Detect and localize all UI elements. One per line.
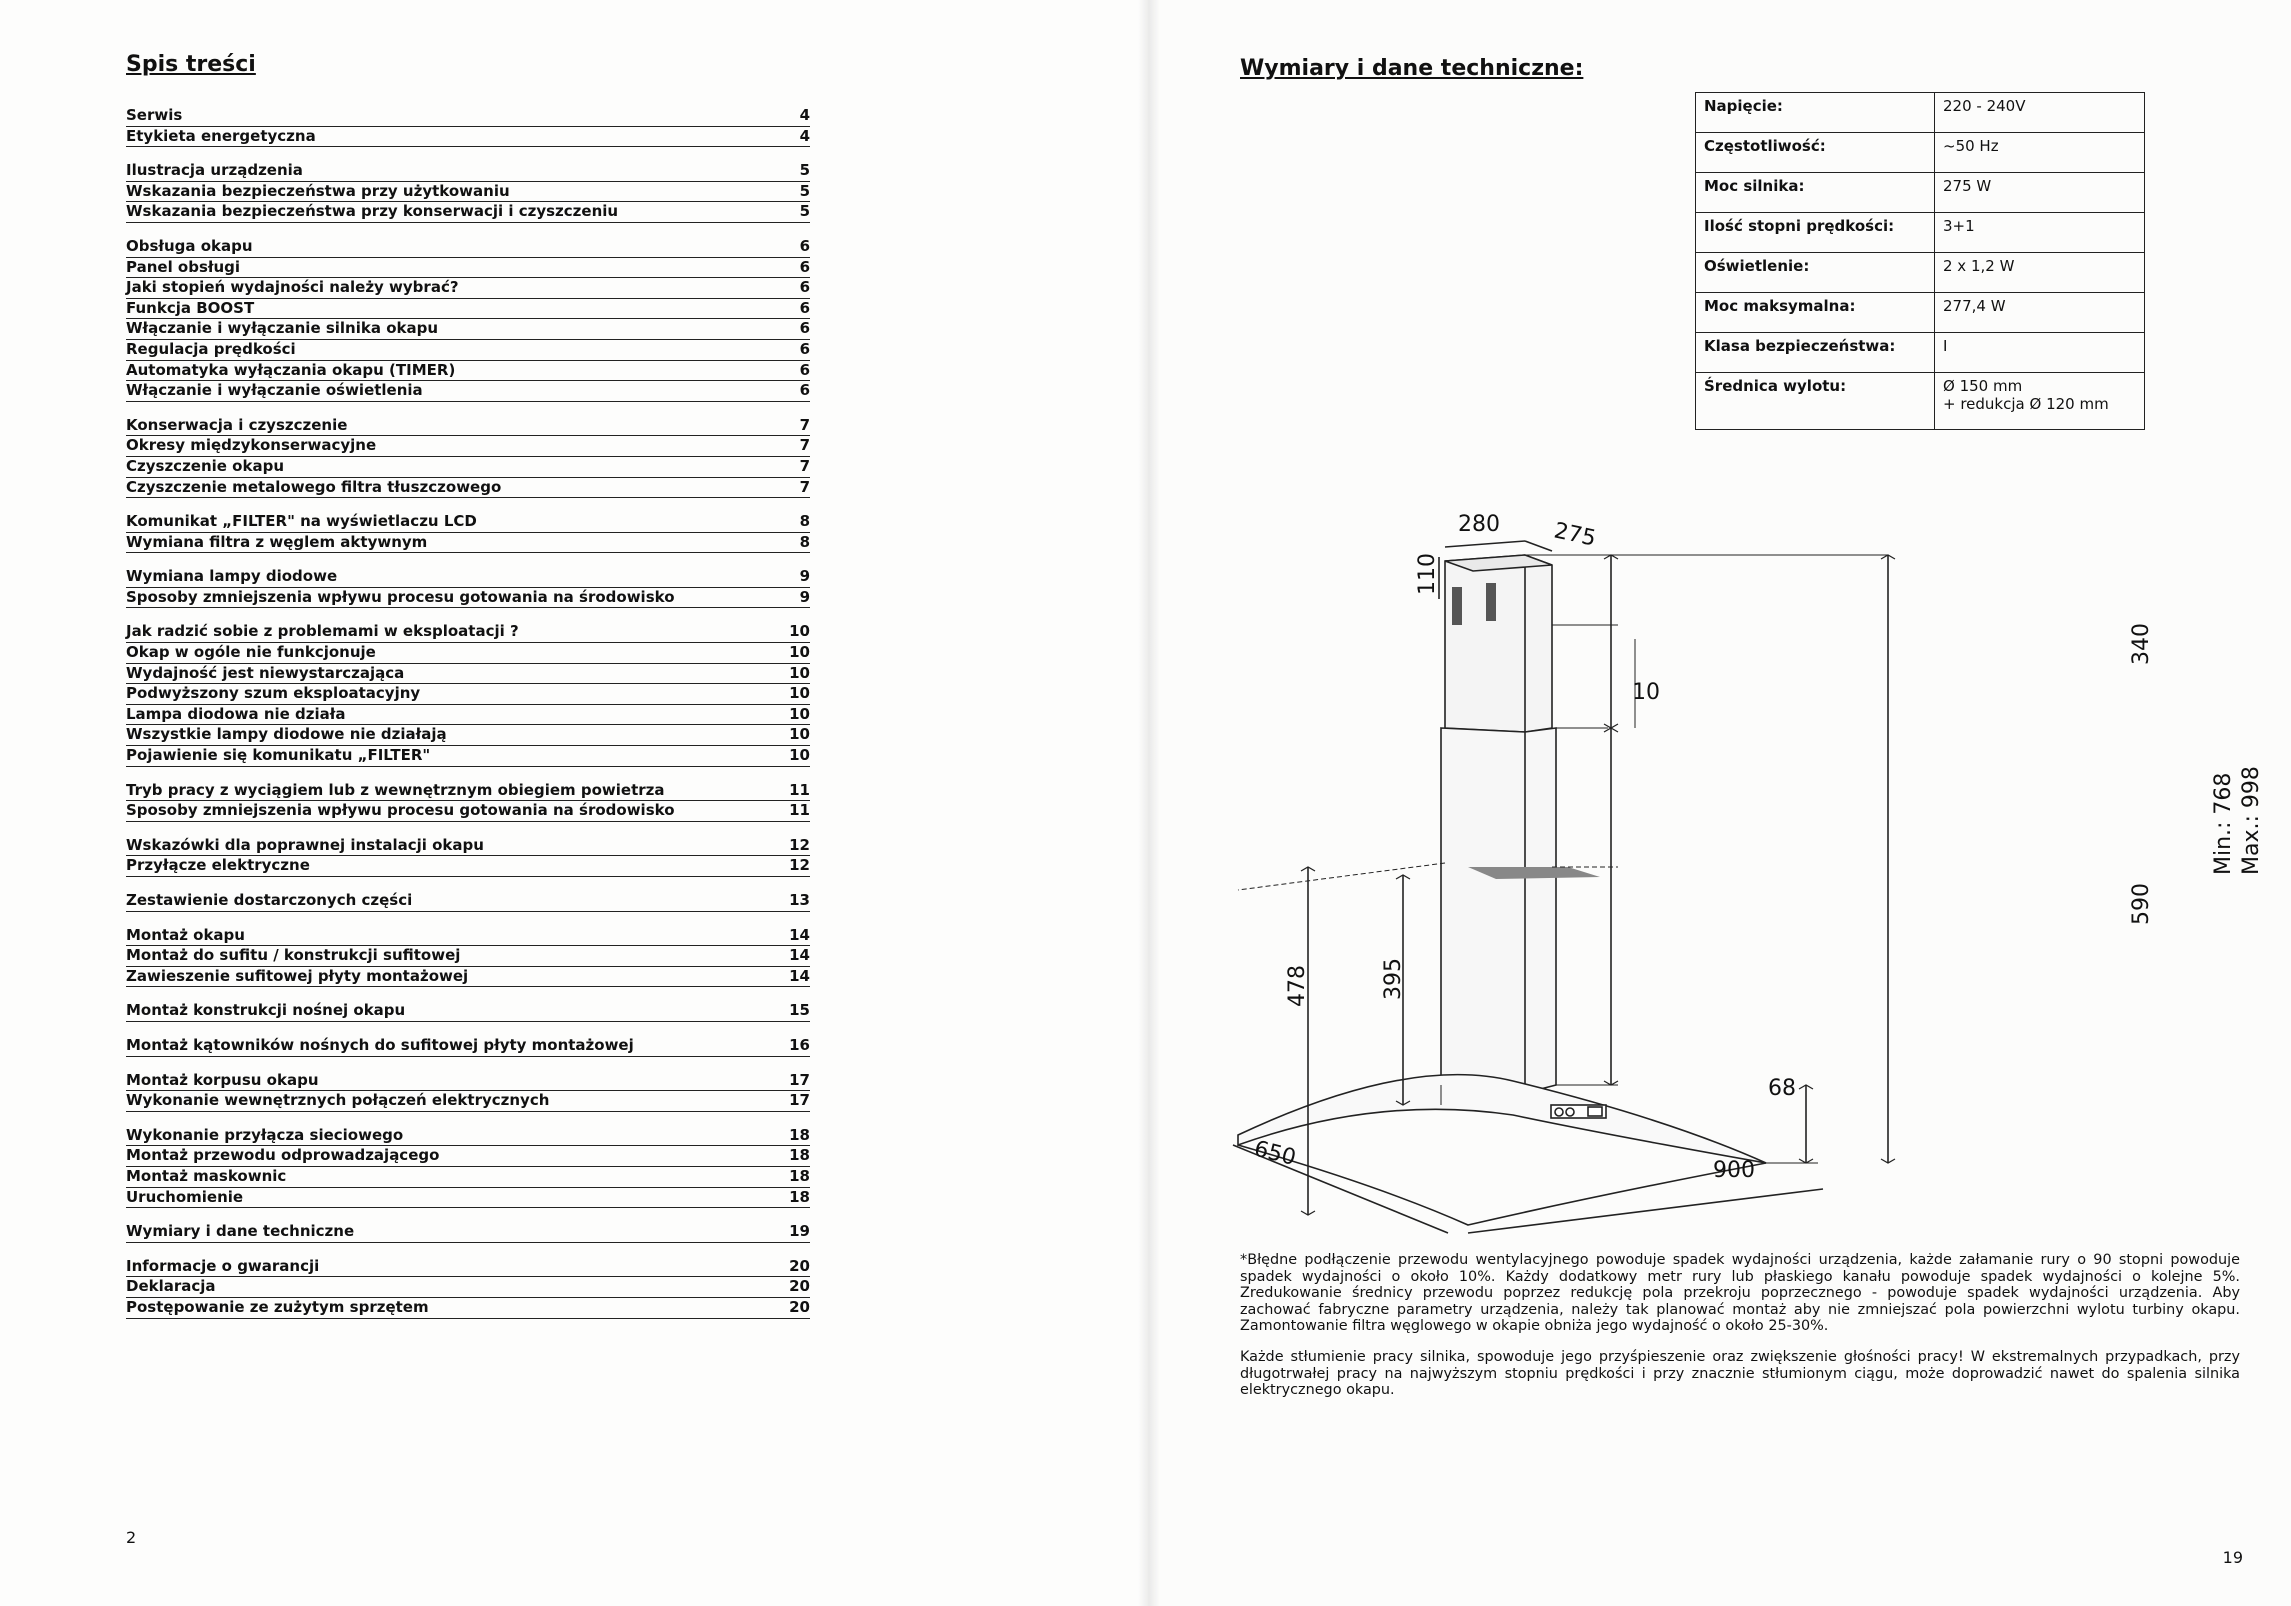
note-paragraph-1: *Błędne podłączenie przewodu wentylacyjnego powoduje spadek wydajności urządzenia, każde załamanie rury o 90 stopni powoduje spadek wydajności o około 10%. Każdy dodatkowy metr rury lub płaskiego kanału powoduje spadek wydajności o kolejne 5%. Zredukowanie średnicy przewodu poprzez redukcję pola przekroju poprzecznego - powoduje spadek wydajności urządzenia. Aby zachować fabryczne parametry urządzenia, należy tak planować montaż aby nie zmniejszać pola powierzchni wylotu turbiny okapu. Zamontowanie filtra węglowego w okapie obniża jego wydajność o około 25-30%. (1240, 1252, 2240, 1335)
toc-entry-label: Montaż do sufitu / konstrukcji sufitowej (126, 946, 461, 965)
spec-row (1696, 253, 2145, 293)
dim-label-395: 395 (1381, 958, 1406, 1000)
toc-entry-page: 6 (799, 339, 810, 358)
toc-entry-label: Wymiana lampy diodowe (126, 567, 338, 586)
dim-line-900 (1468, 1189, 1823, 1233)
toc-entry-label: Obsługa okapu (126, 236, 253, 255)
spec-label: Moc silnika: (1696, 173, 1935, 213)
right-page (1148, 0, 2291, 1606)
toc-entry-label: Zawieszenie sufitowej płyty montażowej (126, 966, 469, 985)
dim-label-10: 10 (1632, 680, 1660, 705)
toc-entry-label: Montaż kątowników nośnych do sufitowej płyty montażowej (126, 1035, 634, 1054)
dim-label-280: 280 (1458, 512, 1500, 537)
toc-entry-label: Automatyka wyłączania okapu (TIMER) (126, 360, 456, 379)
toc-entry (126, 319, 810, 340)
spec-title: Wymiary i dane techniczne: (1240, 56, 1584, 81)
toc-entry (126, 299, 810, 320)
spec-value: 3+1 (1935, 213, 2145, 253)
toc-entry-label: Czyszczenie metalowego filtra tłuszczowego (126, 477, 502, 496)
toc-entry-page: 11 (789, 801, 810, 820)
dim-label-275: 275 (1551, 518, 1599, 552)
toc-entry-page: 18 (789, 1146, 810, 1165)
toc-entry (126, 1001, 810, 1022)
toc-entry-label: Deklaracja (126, 1277, 216, 1296)
toc-entry-page: 18 (789, 1187, 810, 1206)
toc-entry (126, 340, 810, 361)
toc-entry-page: 5 (799, 202, 810, 221)
toc-entry-label: Postępowanie ze zużytym sprzętem (126, 1297, 429, 1316)
toc-group (126, 1001, 810, 1022)
toc-entry (126, 127, 810, 148)
dim-line-280 (1445, 541, 1525, 547)
spec-row (1696, 373, 2145, 430)
toc-entry-label: Montaż maskownic (126, 1166, 287, 1185)
toc-entry-label: Komunikat „FILTER" na wyświetlaczu LCD (126, 512, 477, 531)
toc-entry-page: 10 (789, 704, 810, 723)
toc-entry (126, 106, 810, 127)
toc-entry-label: Montaż konstrukcji nośnej okapu (126, 1001, 406, 1020)
toc-entry (126, 684, 810, 705)
toc-entry-page: 5 (799, 181, 810, 200)
spec-label: Częstotliwość: (1696, 133, 1935, 173)
toc-entry-page: 9 (799, 567, 810, 586)
toc-entry (126, 258, 810, 279)
toc-entry-label: Wskazania bezpieczeństwa przy konserwacji i czyszczeniu (126, 202, 619, 221)
spec-value (1935, 373, 2145, 430)
toc-entry-page: 6 (799, 236, 810, 255)
toc-entry (126, 381, 810, 402)
toc-group (126, 622, 810, 766)
vent-slot (1486, 583, 1496, 621)
toc-entry (126, 1222, 810, 1243)
toc-entry-page: 6 (799, 298, 810, 317)
spec-value: I (1935, 333, 2145, 373)
toc-entry (126, 801, 810, 822)
toc-entry-page: 10 (789, 663, 810, 682)
spec-value: 277,4 W (1935, 293, 2145, 333)
toc-entry-page: 13 (789, 891, 810, 909)
toc-entry-page: 18 (789, 1166, 810, 1185)
toc-entry-label: Funkcja BOOST (126, 298, 255, 317)
toc-entry-label: Tryb pracy z wyciągiem lub z wewnętrznym obiegiem powietrza (126, 780, 665, 799)
toc-group (126, 1036, 810, 1057)
toc-group (126, 512, 810, 553)
toc-entry-page: 6 (799, 278, 810, 297)
toc-entry-label: Okap w ogóle nie funkcjonuje (126, 643, 376, 662)
toc-entry-label: Montaż przewodu odprowadzającego (126, 1146, 440, 1165)
toc-entry-label: Okresy międzykonserwacyjne (126, 436, 377, 455)
dim-label-min: Min.: 768 (2211, 772, 2236, 875)
toc-entry-page: 4 (799, 106, 810, 124)
toc-entry-label: Lampa diodowa nie działa (126, 704, 346, 723)
toc-entry-label: Etykieta energetyczna (126, 126, 316, 145)
toc-entry-label: Podwyższony szum eksploatacyjny (126, 684, 421, 703)
toc-entry (126, 1167, 810, 1188)
toc-entry (126, 237, 810, 258)
dim-line-275 (1525, 541, 1552, 551)
spec-row (1696, 213, 2145, 253)
toc-entry (126, 182, 810, 203)
toc-entry-page: 6 (799, 257, 810, 276)
spec-label: Średnica wylotu: (1696, 373, 1935, 430)
toc-entry-page: 7 (799, 456, 810, 475)
toc-entry-page: 12 (789, 856, 810, 875)
toc-entry-label: Pojawienie się komunikatu „FILTER" (126, 746, 431, 765)
toc-entry-page: 10 (789, 746, 810, 765)
toc-entry-page: 7 (799, 415, 810, 434)
toc-group (126, 1126, 810, 1208)
toc-entry-label: Wykonanie wewnętrznych połączeń elektrycznych (126, 1091, 550, 1110)
toc-entry-label: Montaż okapu (126, 925, 245, 944)
toc-entry-label: Przyłącze elektryczne (126, 856, 310, 875)
spec-value: 275 W (1935, 173, 2145, 213)
table-of-contents (126, 106, 810, 1333)
toc-entry (126, 705, 810, 726)
spec-label: Klasa bezpieczeństwa: (1696, 333, 1935, 373)
toc-entry-page: 6 (799, 381, 810, 400)
toc-entry (126, 161, 810, 182)
dim-label-110: 110 (1415, 553, 1440, 595)
toc-entry (126, 1298, 810, 1319)
toc-entry-label: Wskazania bezpieczeństwa przy użytkowaniu (126, 181, 510, 200)
dim-label-900: 900 (1713, 1158, 1755, 1183)
toc-entry (126, 643, 810, 664)
toc-entry-page: 8 (799, 512, 810, 531)
toc-entry-page: 14 (789, 946, 810, 965)
toc-group (126, 106, 810, 147)
toc-entry-label: Panel obsługi (126, 257, 241, 276)
spec-value: 2 x 1,2 W (1935, 253, 2145, 293)
toc-entry (126, 622, 810, 643)
toc-entry-page: 10 (789, 725, 810, 744)
note-paragraph-2: Każde stłumienie pracy silnika, spowoduje jego przyśpieszenie oraz zwiększenie głośności pracy! W ekstremalnych przypadkach, przy długotrwałej pracy na najwyższym stopniu prędkości i przy znacznie stłumionym ciągu, może doprowadzić nawet do spalenia silnika elektrycznego okapu. (1240, 1348, 2240, 1399)
toc-entry-page: 6 (799, 319, 810, 338)
toc-group (126, 781, 810, 822)
toc-entry (126, 436, 810, 457)
spec-label: Moc maksymalna: (1696, 293, 1935, 333)
toc-entry-label: Sposoby zmniejszenia wpływu procesu gotowania na środowisko (126, 587, 675, 606)
spec-label: Napięcie: (1696, 93, 1935, 133)
toc-entry-label: Montaż korpusu okapu (126, 1070, 319, 1089)
dim-label-590: 590 (2129, 883, 2154, 925)
book-gutter (1138, 0, 1160, 1606)
lower-chimney (1441, 728, 1556, 1093)
toc-entry (126, 1036, 810, 1057)
toc-entry-page: 20 (789, 1277, 810, 1296)
toc-group (126, 891, 810, 912)
toc-entry (126, 512, 810, 533)
toc-entry-label: Wszystkie lampy diodowe nie działają (126, 725, 447, 744)
toc-entry-page: 17 (789, 1091, 810, 1110)
toc-entry-label: Konserwacja i czyszczenie (126, 415, 348, 434)
toc-entry (126, 856, 810, 877)
toc-group (126, 1071, 810, 1112)
toc-group (126, 1222, 810, 1243)
toc-entry (126, 1277, 810, 1298)
toc-entry (126, 891, 810, 912)
toc-entry (126, 967, 810, 988)
toc-entry-label: Wydajność jest niewystarczająca (126, 663, 405, 682)
toc-entry-page: 9 (799, 587, 810, 606)
toc-group (126, 567, 810, 608)
page-number-right: 19 (2222, 1548, 2243, 1567)
page-number-left: 2 (126, 1528, 137, 1547)
toc-entry-page: 10 (789, 643, 810, 662)
toc-entry-page: 8 (799, 532, 810, 551)
spec-row (1696, 93, 2145, 133)
spec-value: 220 - 240V (1935, 93, 2145, 133)
toc-entry-page: 14 (789, 925, 810, 944)
toc-entry-page: 11 (789, 780, 810, 799)
toc-entry-page: 20 (789, 1256, 810, 1275)
toc-entry (126, 946, 810, 967)
toc-entry (126, 278, 810, 299)
toc-entry-page: 14 (789, 966, 810, 985)
toc-entry-label: Włączanie i wyłączanie oświetlenia (126, 381, 423, 400)
spec-value-line-1: Ø 150 mm (1943, 377, 2023, 395)
toc-entry-page: 7 (799, 436, 810, 455)
toc-entry-label: Serwis (126, 106, 183, 124)
toc-entry (126, 1146, 810, 1167)
toc-entry-label: Wskazówki dla poprawnej instalacji okapu (126, 835, 484, 854)
toc-group (126, 416, 810, 498)
vent-slot (1452, 587, 1462, 625)
spec-row (1696, 133, 2145, 173)
spec-row (1696, 333, 2145, 373)
spec-label: Oświetlenie: (1696, 253, 1935, 293)
toc-entry-page: 4 (799, 126, 810, 145)
toc-entry (126, 457, 810, 478)
toc-group (126, 161, 810, 223)
toc-entry-label: Uruchomienie (126, 1187, 244, 1206)
spec-value-line-2: + redukcja Ø 120 mm (1943, 395, 2109, 413)
toc-entry (126, 1188, 810, 1209)
toc-entry-label: Jaki stopień wydajności należy wybrać? (126, 278, 459, 297)
toc-entry (126, 567, 810, 588)
spec-value: ~50 Hz (1935, 133, 2145, 173)
toc-entry-label: Jak radzić sobie z problemami w eksploatacji ? (126, 622, 519, 641)
toc-entry-label: Sposoby zmniejszenia wpływu procesu gotowania na środowisko (126, 801, 675, 820)
dim-label-478: 478 (1285, 965, 1310, 1007)
guide-line (1238, 863, 1445, 890)
toc-entry (126, 478, 810, 499)
toc-entry-label: Włączanie i wyłączanie silnika okapu (126, 319, 439, 338)
spec-label: Ilość stopni prędkości: (1696, 213, 1935, 253)
toc-entry (126, 202, 810, 223)
toc-entry (126, 926, 810, 947)
toc-entry (126, 588, 810, 609)
toc-entry-page: 15 (789, 1001, 810, 1020)
toc-entry (126, 746, 810, 767)
dim-label-max: Max.: 998 (2239, 766, 2264, 875)
dimension-diagram (1148, 495, 2291, 1235)
toc-entry (126, 725, 810, 746)
toc-entry-page: 5 (799, 161, 810, 180)
toc-entry-page: 18 (789, 1125, 810, 1144)
toc-entry-page: 17 (789, 1070, 810, 1089)
toc-entry (126, 1257, 810, 1278)
toc-entry-label: Wymiana filtra z węglem aktywnym (126, 532, 428, 551)
toc-entry-page: 19 (789, 1222, 810, 1241)
canopy-bottom-edge (1238, 1145, 1766, 1225)
toc-entry-page: 16 (789, 1035, 810, 1054)
glass-canopy (1238, 1075, 1766, 1163)
dim-label-650: 650 (1251, 1136, 1299, 1171)
toc-entry-label: Informacje o gwarancji (126, 1256, 320, 1275)
spec-row (1696, 173, 2145, 213)
toc-entry-label: Regulacja prędkości (126, 339, 296, 358)
toc-group (126, 836, 810, 877)
toc-entry (126, 1091, 810, 1112)
toc-entry (126, 664, 810, 685)
toc-group (126, 1257, 810, 1319)
toc-group (126, 926, 810, 988)
toc-group (126, 237, 810, 402)
toc-entry-label: Ilustracja urządzenia (126, 161, 303, 180)
toc-entry-label: Wykonanie przyłącza sieciowego (126, 1125, 404, 1144)
toc-entry (126, 361, 810, 382)
dim-label-68: 68 (1768, 1076, 1796, 1101)
toc-entry (126, 533, 810, 554)
dim-label-340: 340 (2129, 623, 2154, 665)
upper-chimney (1445, 555, 1552, 732)
toc-entry-page: 10 (789, 622, 810, 641)
technical-notes (1240, 1252, 2240, 1413)
toc-entry-label: Zestawienie dostarczonych części (126, 891, 413, 909)
toc-entry-label: Wymiary i dane techniczne (126, 1222, 355, 1241)
toc-entry-page: 7 (799, 477, 810, 496)
toc-entry-label: Czyszczenie okapu (126, 456, 285, 475)
toc-title: Spis treści (126, 52, 256, 77)
toc-entry (126, 416, 810, 437)
spec-row (1696, 293, 2145, 333)
spec-table (1695, 92, 2145, 430)
toc-entry (126, 836, 810, 857)
toc-entry-page: 6 (799, 360, 810, 379)
toc-entry-page: 10 (789, 684, 810, 703)
toc-entry (126, 1071, 810, 1092)
toc-entry-page: 20 (789, 1297, 810, 1316)
toc-entry (126, 781, 810, 802)
toc-entry-page: 12 (789, 835, 810, 854)
toc-entry (126, 1126, 810, 1147)
